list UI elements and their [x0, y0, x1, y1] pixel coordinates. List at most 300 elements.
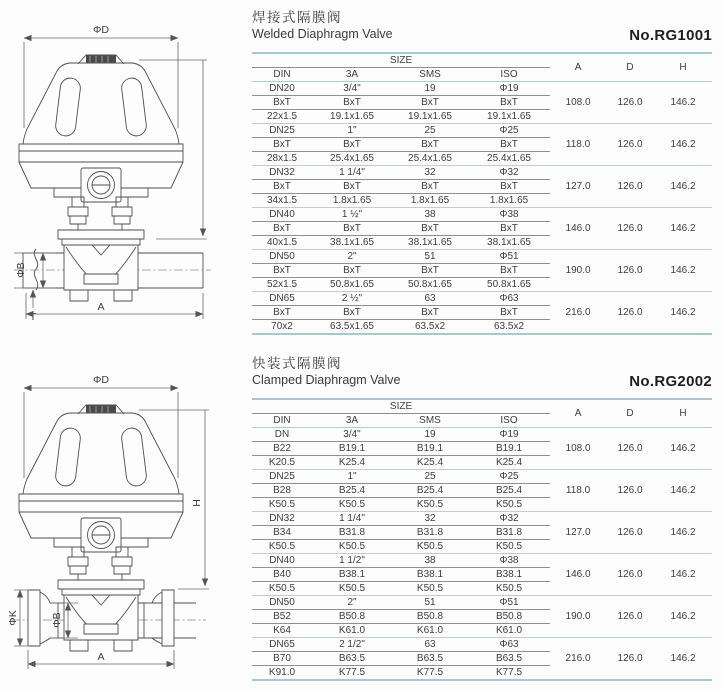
size-cell: BxT [312, 222, 392, 236]
size-cell: DN25 [252, 124, 312, 138]
dimension-cell: 216.0 [565, 307, 591, 318]
size-cell: 19 [392, 82, 468, 96]
hand-grip-slot [121, 77, 148, 137]
dim-label-h: H [191, 499, 203, 507]
size-cell: B52 [252, 610, 312, 624]
dimension-cell [550, 596, 606, 610]
dimension-cell: 126.0 [617, 611, 643, 622]
dimension-cell: 146.2 [670, 653, 696, 664]
dimension-cell [654, 624, 712, 638]
dimension-cell [550, 456, 606, 470]
size-cell: BxT [252, 264, 312, 278]
dim-label-phi-d: ΦD [93, 374, 109, 386]
size-cell: 1" [312, 124, 392, 138]
welded-valve-spec-table [252, 52, 712, 335]
size-cell: K50.5 [252, 498, 312, 512]
table-row [252, 194, 712, 208]
size-cell: 38.1x1.65 [468, 236, 550, 250]
section-title-en: Clamped Diaphragm Valve [252, 373, 401, 387]
dimension-cell [654, 512, 712, 526]
size-cell: K20.5 [252, 456, 312, 470]
size-cell: K50.5 [468, 498, 550, 512]
size-cell: Φ25 [468, 124, 550, 138]
valve-body-drawing [58, 197, 144, 301]
table-row [252, 152, 712, 166]
dimension-cell [606, 540, 654, 554]
col-header-sms: SMS [392, 68, 468, 82]
dimension-cell: 146.2 [670, 139, 696, 150]
col-header-iso: ISO [468, 414, 550, 428]
dimension-cell [654, 110, 712, 124]
dimension-cell: 146.2 [670, 181, 696, 192]
size-cell: Φ32 [468, 512, 550, 526]
dimension-cell [550, 512, 606, 526]
dimension-cell: 126.0 [617, 307, 643, 318]
clamp-ferrule [28, 590, 40, 646]
size-cell: BxT [392, 222, 468, 236]
table-row [252, 470, 712, 484]
table-row [252, 484, 712, 498]
size-cell: K25.4 [392, 456, 468, 470]
size-cell: B19.1 [312, 442, 392, 456]
size-cell: 2" [312, 596, 392, 610]
size-cell: K25.4 [468, 456, 550, 470]
size-cell: B50.8 [468, 610, 550, 624]
col-header-d: D [606, 399, 654, 428]
dimension-cell: 146.2 [670, 611, 696, 622]
dimension-cell [654, 428, 712, 442]
size-cell: B28 [252, 484, 312, 498]
dimension-cell [654, 320, 712, 335]
dimension-cell [654, 582, 712, 596]
size-cell: 52x1.5 [252, 278, 312, 292]
size-cell: 50.8x1.65 [392, 278, 468, 292]
dimension-cell [606, 292, 654, 306]
dimension-cell: 126.0 [617, 181, 643, 192]
dimension-cell: 146.2 [670, 307, 696, 318]
size-cell: BxT [312, 180, 392, 194]
size-cell: B63.5 [312, 652, 392, 666]
col-header-a: A [550, 53, 606, 82]
size-cell: DN40 [252, 554, 312, 568]
size-cell: BxT [392, 306, 468, 320]
bolt-nut [68, 207, 88, 216]
dimension-cell: 126.0 [617, 265, 643, 276]
clamped-valve-diagram [6, 368, 242, 680]
size-cell: B31.8 [468, 526, 550, 540]
table-row [252, 82, 712, 96]
dimension-cell [654, 292, 712, 306]
size-cell: 63.5x2 [414, 321, 446, 332]
size-cell: BxT [468, 96, 550, 110]
dimension-cell [606, 236, 654, 250]
size-cell: K50.5 [312, 540, 392, 554]
size-cell: 25 [392, 124, 468, 138]
dim-label-phi-k: ΦK [7, 610, 19, 626]
size-cell: B63.5 [468, 652, 550, 666]
dimension-cell [654, 124, 712, 138]
size-cell: 70x2 [271, 321, 293, 332]
dim-label-t: T [29, 311, 37, 323]
size-cell: 2 1/2" [312, 638, 392, 652]
dimension-cell [606, 250, 654, 264]
model-number: No.RG2002 [629, 373, 712, 390]
size-cell: 22x1.5 [252, 110, 312, 124]
size-cell: Φ19 [468, 82, 550, 96]
dimension-cell [606, 470, 654, 484]
dimension-cell: 108.0 [565, 97, 591, 108]
size-cell: K77.5 [416, 667, 444, 678]
dimension-cell [550, 540, 606, 554]
dimension-cell [606, 124, 654, 138]
dimension-cell [550, 470, 606, 484]
table-row [252, 456, 712, 470]
size-cell: 34x1.5 [252, 194, 312, 208]
table-row [252, 320, 712, 335]
clamped-valve-section [0, 346, 724, 690]
table-row [252, 498, 712, 512]
size-cell: K61.0 [468, 624, 550, 638]
size-cell: 25.4x1.65 [392, 152, 468, 166]
table-row [252, 110, 712, 124]
table-row [252, 512, 712, 526]
size-cell: 32 [392, 512, 468, 526]
size-cell: Φ63 [468, 292, 550, 306]
table-row [252, 652, 712, 666]
dimension-cell: 118.0 [565, 139, 591, 150]
dimension-cell [654, 194, 712, 208]
size-cell: DN25 [252, 470, 312, 484]
col-header-d: D [606, 53, 654, 82]
table-row [252, 540, 712, 554]
size-cell: K50.5 [392, 540, 468, 554]
dim-label-phi-b: ΦB [51, 612, 63, 628]
clamped-valve-content [252, 356, 712, 681]
size-cell: 63 [392, 292, 468, 306]
dimension-cell: 126.0 [617, 527, 643, 538]
dimension-cell [654, 498, 712, 512]
size-cell: B25.4 [468, 484, 550, 498]
clamp-ferrule [162, 590, 174, 646]
dimension-cell [606, 428, 654, 442]
size-cell: 2 ½" [312, 292, 392, 306]
size-cell: Φ32 [468, 166, 550, 180]
size-cell: BxT [468, 264, 550, 278]
size-cell: 50.8x1.65 [468, 278, 550, 292]
dimension-cell: 126.0 [617, 485, 643, 496]
table-row [252, 568, 712, 582]
size-header: SIZE [252, 399, 550, 414]
actuator-drawing [19, 405, 183, 552]
welded-valve-content [252, 10, 712, 335]
table-row [252, 180, 712, 194]
dimension-cell: 146.2 [670, 265, 696, 276]
size-cell: K50.5 [468, 582, 550, 596]
size-cell: BxT [312, 264, 392, 278]
dimension-cell: 146.0 [565, 223, 591, 234]
size-cell: 28x1.5 [252, 152, 312, 166]
size-cell: 38 [392, 554, 468, 568]
section-title-en: Welded Diaphragm Valve [252, 27, 393, 41]
dim-label-phi-d: ΦD [93, 24, 109, 36]
dimension-cell [606, 208, 654, 222]
size-cell: K61.0 [312, 624, 392, 638]
dimension-cell [550, 194, 606, 208]
size-cell: 3/4" [312, 82, 392, 96]
table-row [252, 526, 712, 540]
size-cell: BxT [468, 180, 550, 194]
dimension-cell: 146.2 [670, 569, 696, 580]
dimension-cell: 146.2 [670, 97, 696, 108]
table-row [252, 264, 712, 278]
dimension-cell [606, 152, 654, 166]
table-row [252, 96, 712, 110]
size-cell: B25.4 [392, 484, 468, 498]
size-cell: K25.4 [312, 456, 392, 470]
dimension-cell: 146.2 [670, 527, 696, 538]
size-cell: DN32 [252, 512, 312, 526]
table-header-row [252, 399, 712, 414]
dimension-cell [654, 554, 712, 568]
dimension-cell [550, 124, 606, 138]
col-header-din: DIN [252, 68, 312, 82]
dimension-cell: 126.0 [617, 223, 643, 234]
table-row [252, 638, 712, 652]
dimension-cell [550, 278, 606, 292]
size-cell: K50.5 [468, 540, 550, 554]
table-row [252, 666, 712, 681]
size-cell: 32 [392, 166, 468, 180]
dimension-cell [654, 208, 712, 222]
foot [70, 640, 88, 651]
size-cell: 19.1x1.65 [312, 110, 392, 124]
size-cell: DN [252, 428, 312, 442]
size-cell: Φ38 [468, 208, 550, 222]
dimension-cell [550, 428, 606, 442]
name-plate [84, 624, 118, 634]
size-cell: 40x1.5 [252, 236, 312, 250]
dimension-cell: 126.0 [617, 653, 643, 664]
size-cell: 19.1x1.65 [392, 110, 468, 124]
dimension-cell: 216.0 [565, 653, 591, 664]
size-cell: 3/4" [312, 428, 392, 442]
table-row [252, 166, 712, 180]
size-cell: 38.1x1.65 [312, 236, 392, 250]
size-cell: 1 1/4" [312, 512, 392, 526]
size-cell: BxT [252, 306, 312, 320]
dimension-cell [654, 470, 712, 484]
dimension-cell [606, 582, 654, 596]
size-cell: 1 1/4" [312, 166, 392, 180]
table-row [252, 624, 712, 638]
dimension-cell [606, 194, 654, 208]
size-cell: BxT [312, 138, 392, 152]
dimension-cell: 127.0 [565, 527, 591, 538]
actuator-drawing [19, 55, 183, 202]
size-cell: BxT [392, 264, 468, 278]
size-cell: 63 [392, 638, 468, 652]
size-cell: DN32 [252, 166, 312, 180]
bolt-nut [68, 557, 88, 566]
dimension-cell [654, 638, 712, 652]
dimension-cell [654, 166, 712, 180]
dimension-cell [654, 540, 712, 554]
size-cell: B25.4 [312, 484, 392, 498]
size-cell: BxT [252, 138, 312, 152]
col-header-3a: 3A [312, 68, 392, 82]
dimension-cell [606, 666, 654, 681]
size-cell: 1" [312, 470, 392, 484]
name-plate [84, 274, 118, 284]
size-cell: K50.5 [312, 582, 392, 596]
dimension-cell [654, 666, 712, 681]
dim-label-phi-b: ΦB [15, 262, 27, 278]
dimension-cell [550, 152, 606, 166]
size-cell: B19.1 [468, 442, 550, 456]
dimension-cell: 190.0 [565, 265, 591, 276]
table-row [252, 428, 712, 442]
size-cell: 1.8x1.65 [468, 194, 550, 208]
dimension-cell [550, 498, 606, 512]
table-row [252, 208, 712, 222]
dimension-cell: 146.2 [670, 485, 696, 496]
table-row [252, 278, 712, 292]
section-title-zh: 快装式隔膜阀 [252, 356, 342, 371]
size-cell: Φ19 [468, 428, 550, 442]
size-cell: B34 [252, 526, 312, 540]
size-cell: 1.8x1.65 [392, 194, 468, 208]
table-header-row [252, 53, 712, 68]
size-cell: Φ51 [468, 596, 550, 610]
size-cell: 25 [392, 470, 468, 484]
dimension-cell [606, 110, 654, 124]
size-cell: B31.8 [392, 526, 468, 540]
table-row [252, 222, 712, 236]
size-cell: K50.5 [392, 582, 468, 596]
size-cell: Φ25 [468, 470, 550, 484]
dimension-cell [654, 236, 712, 250]
dimension-cell: 108.0 [565, 443, 591, 454]
size-cell: BxT [392, 138, 468, 152]
size-cell: BxT [252, 96, 312, 110]
dimension-cell [654, 250, 712, 264]
foot [114, 290, 132, 301]
welded-valve-diagram [6, 18, 242, 330]
table-row [252, 610, 712, 624]
size-cell: DN40 [252, 208, 312, 222]
foot [114, 640, 132, 651]
dimension-cell [606, 320, 654, 335]
size-cell: B38.1 [312, 568, 392, 582]
size-cell: B19.1 [392, 442, 468, 456]
dimension-cell: 127.0 [565, 181, 591, 192]
size-cell: BxT [468, 222, 550, 236]
size-cell: B50.8 [392, 610, 468, 624]
size-cell: Φ38 [468, 554, 550, 568]
size-cell: 63.5x2 [494, 321, 525, 332]
dimension-cell [606, 596, 654, 610]
dimension-cell: 146.0 [565, 569, 591, 580]
dimension-cell [550, 250, 606, 264]
size-cell: BxT [312, 306, 392, 320]
dimension-cell: 126.0 [617, 569, 643, 580]
dimension-cell [606, 554, 654, 568]
dimension-cell [606, 624, 654, 638]
col-header-iso: ISO [468, 68, 550, 82]
dimension-cell: 126.0 [617, 97, 643, 108]
size-cell: B40 [252, 568, 312, 582]
foot [70, 290, 88, 301]
valve-body-drawing [58, 547, 144, 651]
size-cell: DN50 [252, 596, 312, 610]
table-row [252, 554, 712, 568]
size-cell: K50.5 [252, 540, 312, 554]
size-cell: K61.0 [392, 624, 468, 638]
table-row [252, 582, 712, 596]
hand-grip-slot [55, 427, 82, 487]
table-row [252, 250, 712, 264]
hand-grip-slot [55, 77, 82, 137]
table-row [252, 306, 712, 320]
size-cell: K50.5 [252, 582, 312, 596]
table-row [252, 124, 712, 138]
bolt-nut [112, 557, 132, 566]
dimension-cell: 126.0 [617, 139, 643, 150]
size-cell: K77.5 [338, 667, 366, 678]
dimension-cell: 146.2 [670, 443, 696, 454]
col-header-din: DIN [252, 414, 312, 428]
size-cell: B31.8 [312, 526, 392, 540]
size-cell: B63.5 [392, 652, 468, 666]
size-cell: B38.1 [392, 568, 468, 582]
col-header-3a: 3A [312, 414, 392, 428]
dimension-cell [654, 456, 712, 470]
size-cell: BxT [252, 222, 312, 236]
size-cell: BxT [468, 306, 550, 320]
size-cell: 51 [392, 596, 468, 610]
col-header-sms: SMS [392, 414, 468, 428]
dimension-cell [550, 554, 606, 568]
dimension-cell [550, 320, 606, 335]
size-cell: BxT [252, 180, 312, 194]
size-cell: BxT [392, 96, 468, 110]
dimension-cell: 146.2 [670, 223, 696, 234]
size-cell: 38.1x1.65 [392, 236, 468, 250]
size-cell: BxT [312, 96, 392, 110]
size-cell: B38.1 [468, 568, 550, 582]
dimension-cell [654, 596, 712, 610]
size-cell: DN20 [252, 82, 312, 96]
size-cell: DN50 [252, 250, 312, 264]
size-cell: 25.4x1.65 [468, 152, 550, 166]
dimension-cell [550, 582, 606, 596]
size-cell: B50.8 [312, 610, 392, 624]
bolt-nut [112, 207, 132, 216]
size-cell: 19 [392, 428, 468, 442]
dimension-cell [606, 456, 654, 470]
size-cell: 25.4x1.65 [312, 152, 392, 166]
dim-label-a: A [97, 301, 105, 313]
size-cell: BxT [392, 180, 468, 194]
dimension-cell [550, 208, 606, 222]
col-header-h: H [654, 53, 712, 82]
size-cell: 51 [392, 250, 468, 264]
dimension-cell [606, 82, 654, 96]
clamped-valve-spec-table [252, 398, 712, 681]
size-cell: DN65 [252, 292, 312, 306]
size-header: SIZE [252, 53, 550, 68]
size-cell: BxT [468, 138, 550, 152]
